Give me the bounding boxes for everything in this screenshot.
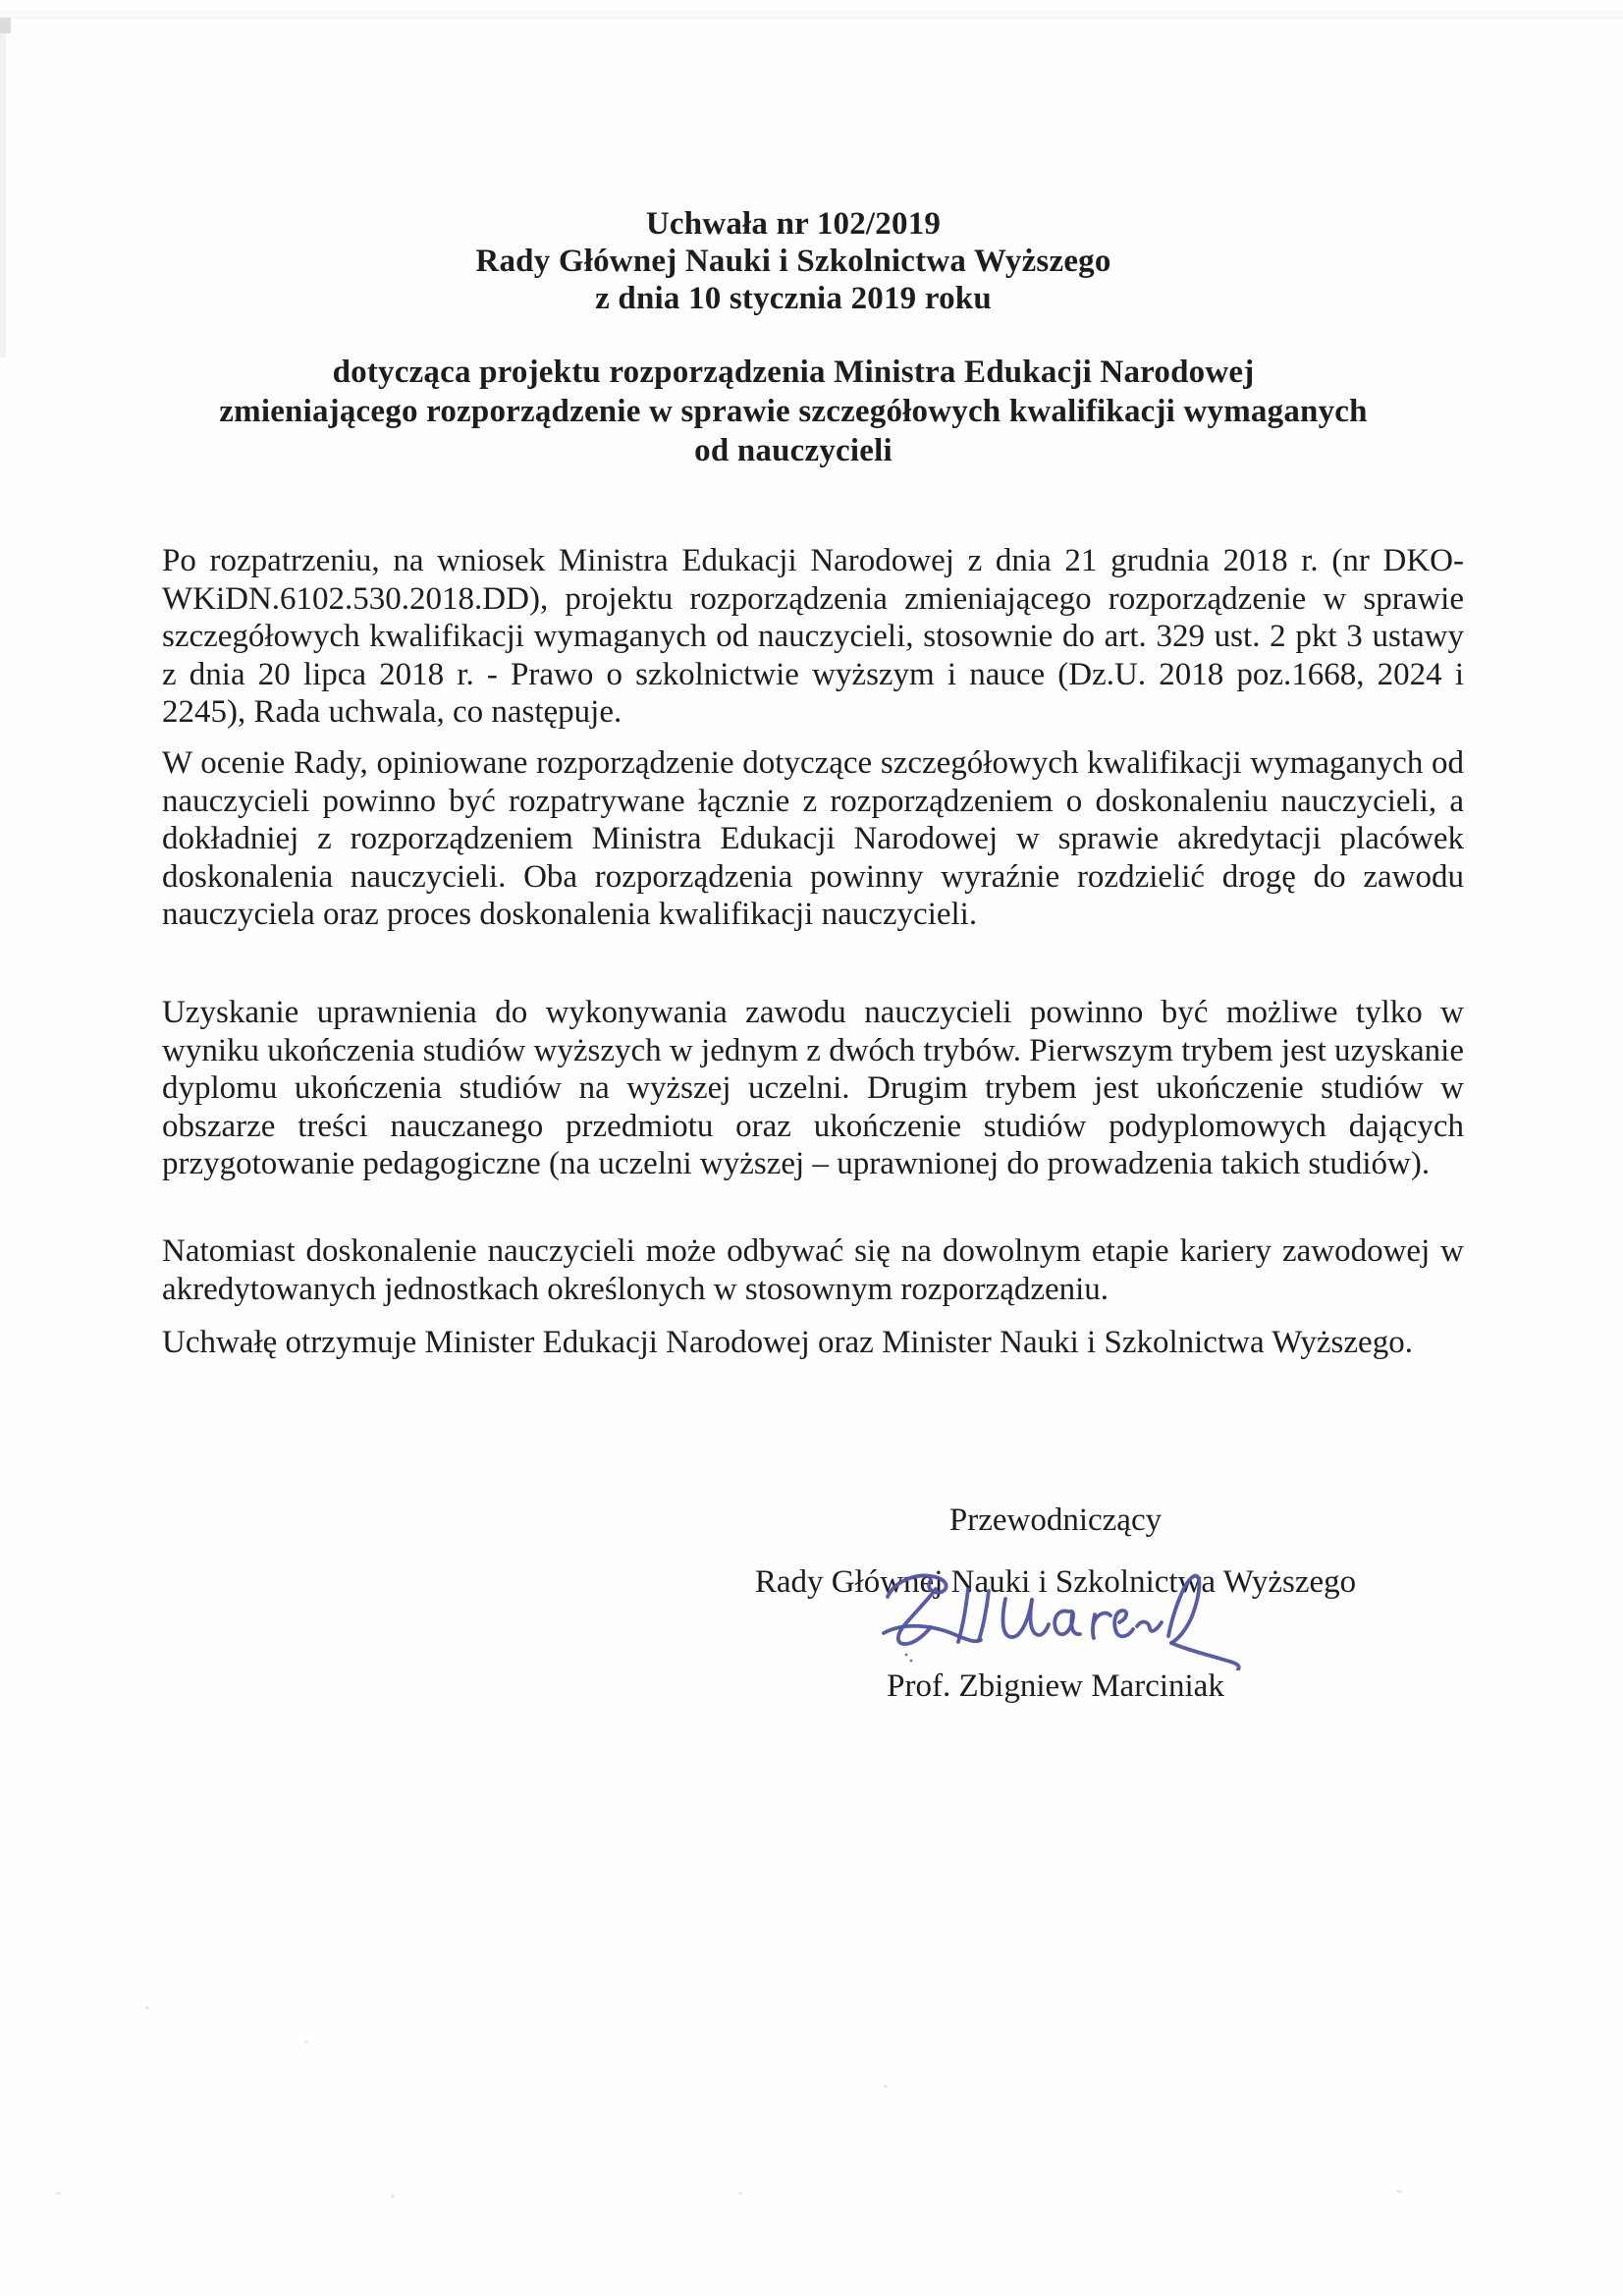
scan-speck	[391, 2195, 395, 2198]
scan-speck	[738, 2192, 742, 2195]
paragraph-teacher-development: Natomiast doskonalenie nauczycieli może odbywać się na dowolnym etapie kariery zawodowej w akredytowanych jednostkach określonych w stosownym rozporządzeniu.	[162, 1233, 1464, 1307]
paragraph-qualification-paths: Uzyskanie uprawnienia do wykonywania zawodu nauczycieli powinno być możliwe tylko w wyniku ukończenia studiów wyższych w jednym z dwóch trybów. Pierwszym trybem jest uzyskanie dyplomu ukończenia studiów na wyższej uczelni. Drugim trybem jest ukończenie studiów w obszarze treści nauczanego przedmiotu oraz ukończenie studiów podyplomowych dających przygotowanie pedagogiczne (na uczelni wyższej – uprawnionej do prowadzenia takich studiów).	[162, 995, 1464, 1182]
paragraph-preamble: Po rozpatrzeniu, na wniosek Ministra Edukacji Narodowej z dnia 21 grudnia 2018 r. (nr DKO-WKiDN.6102.530.2018.DD), projektu rozporządzenia zmieniającego rozporządzenie w sprawie szczegółowych kwalifikacji wymaganych od nauczycieli, stosownie do art. 329 ust. 2 pkt 3 ustawy z dnia 20 lipca 2018 r. - Prawo o szkolnictwie wyższym i nauce (Dz.U. 2018 poz.1668, 2024 i 2245), Rada uchwala, co następuje.	[162, 543, 1464, 731]
scan-speck	[884, 2085, 888, 2088]
scan-speck	[55, 2192, 61, 2195]
signature-ink	[874, 1567, 1247, 1670]
signatory-role: Przewodniczący	[948, 1503, 1163, 1538]
scan-speck	[1396, 2190, 1402, 2193]
resolution-heading	[0, 205, 1587, 317]
subject-line-3: od nauczycieli	[694, 433, 893, 468]
resolution-subject	[0, 353, 1587, 470]
resolution-date: z dnia 10 stycznia 2019 roku	[595, 281, 992, 316]
signatory-organization: Rady Głównej Nauki i Szkolnictwa Wyższego	[754, 1564, 1357, 1600]
subject-line-2: zmieniającego rozporządzenie w sprawie szczegółowych kwalifikacji wymaganych	[219, 394, 1368, 429]
scan-artifact-top-band	[0, 10, 1623, 20]
signatory-name: Prof. Zbigniew Marciniak	[887, 1668, 1224, 1704]
resolution-number: Uchwała nr 102/2019	[645, 206, 942, 242]
scan-speck	[304, 2041, 308, 2044]
scan-artifact-left-nub	[0, 18, 11, 33]
subject-line-1: dotycząca projektu rozporządzenia Ministra Edukacji Narodowej	[332, 355, 1255, 390]
paragraph-opinion: W ocenie Rady, opiniowane rozporządzenie dotyczące szczegółowych kwalifikacji wymaganych od nauczycieli powinno być rozpatrywane łącznie z rozporządzeniem o doskonaleniu nauczycieli, a dokładniej z rozporządzeniem Ministra Edukacji Narodowej w sprawie akredytacji placówek doskonalenia nauczycieli. Oba rozporządzenia powinny wyraźnie rozdzielić drogę do zawodu nauczyciela oraz proces doskonalenia kwalifikacji nauczycieli.	[162, 745, 1464, 933]
resolution-issuer: Rady Głównej Nauki i Szkolnictwa Wyższego	[475, 244, 1111, 279]
paragraph-distribution: Uchwałę otrzymuje Minister Edukacji Narodowej oraz Minister Nauki i Szkolnictwa Wyższego.	[162, 1325, 1413, 1360]
scan-speck	[145, 2006, 149, 2009]
